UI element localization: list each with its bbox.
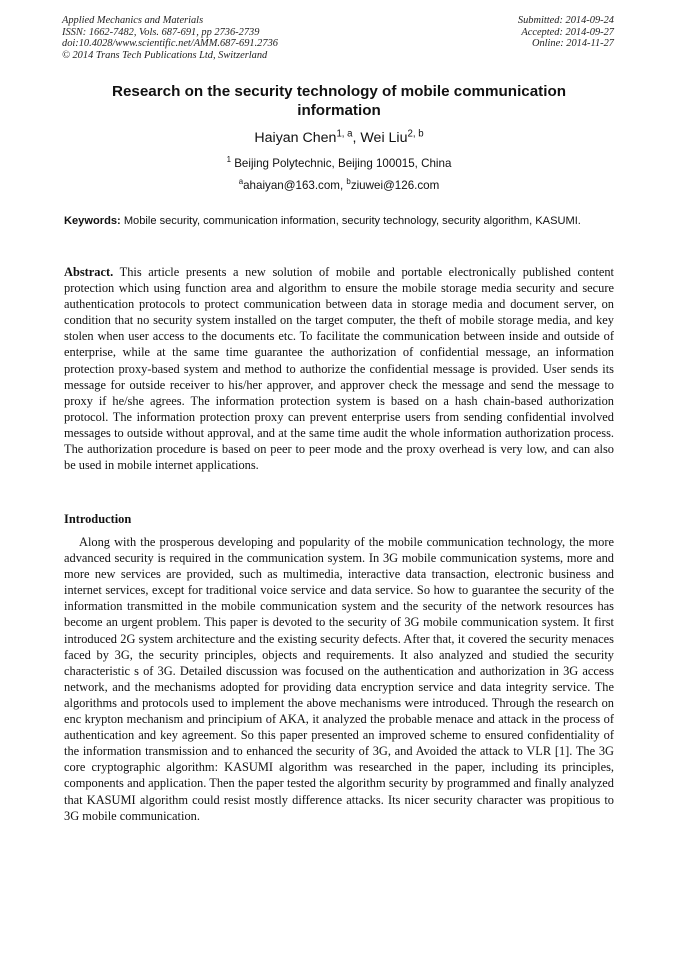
abstract-label: Abstract. [64, 265, 114, 279]
email-line [0, 179, 678, 192]
affiliation-mark: 1 [226, 155, 231, 165]
online-date: Online: 2014-11-27 [531, 38, 614, 50]
publication-info [62, 15, 278, 61]
section-heading: Introduction [64, 512, 132, 526]
author-separator: , [352, 130, 361, 146]
keywords-text: Mobile security, communication information, security technology, security algorithm, KASUMI. [123, 215, 581, 227]
abstract-text: This article presents a new solution of mobile and portable electronically published content protection which using function area and algorithm to ensure the mobile storage media security and secure authentication protocols to protect communication between data in storage media and document server, on condition that no security system installed on the target computer, the theft of mobile storage media, and key stolen when user access to the documents etc. To facilitate the communication between inside and outside of enterprise, while at the same time guarantee the authorization of confidential message, an information protection proxy-based system and method to authorize the confidential message is provided. User sends its message for outside receiver to his/her approver, and approver check the message and send the message to proxy if he/she agrees. The information protection system is based on a hash chain-based authorization protocol. The information protection proxy can prevent enterprise users from sending confidential involved messages to outside without approval, and at the same time audit the whole information authorization process. The authorization procedure is based on peer to peer mode and the proxy overhead is very low, and can also be used in mobile internet applications. [64, 265, 614, 473]
author-mark: 2, b [407, 128, 424, 140]
publication-dates [518, 15, 614, 50]
author-line [0, 130, 678, 146]
email-mark: b [346, 177, 351, 187]
affiliation [0, 157, 678, 170]
submitted-date: Submitted: 2014-09-24 [517, 15, 614, 26]
introduction-text: Along with the prosperous developing and popularity of the mobile communication technology, the more advanced security is required in the communication system. In 3G mobile communication systems, more and more new services are provided, such as multimedia, interactive data transaction, electronic business and internet services, except for traditional voice service and data service. So how to guarantee the security of the information transmitted in the mobile communication system and the security of the network resources has become an urgent problem. This paper is devoted to the security of 3G mobile communication system. It first introduced 2G system architecture and the existing security defects. After that, it covered the security menaces faced by 3G, the security principles, objects and requirements. It also analyzed and studied the security characteristic s of 3G. Detailed discussion was focused on the authentication and authorization in 3G access network, and the mechanisms adopted for providing data encryption service and data integrity service. The algorithms and protocols used to implement the above mechanisms were introduced. Through the research on enc krypton mechanism and principium of AKA, it analyzed the probable menace and attack in the process of authentication and key agreement. So this paper presented an improved scheme to ensured confidentiality of the information transmission and to enhanced the security of 3G, and Avoided the attack to VLR [1]. The 3G core cryptographic algorithm: KASUMI algorithm was researched in the paper, including its principles, components and application. Then the paper tested the algorithm security by programmed and finally analyzed that KASUMI algorithm could resist mostly difference attacks. Its nicer security character was propitious to 3G mobile communication. [64, 535, 614, 823]
email-mark: a [238, 177, 244, 187]
copyright-line: © 2014 Trans Tech Publications Ltd, Switzerland [62, 49, 268, 61]
paper-title: Research on the security technology of mobile communication information [111, 83, 567, 119]
journal-name: Applied Mechanics and Materials [62, 15, 204, 26]
keywords-label: Keywords: [64, 215, 121, 227]
email-link[interactable]: ahaiyan@163.com [243, 179, 340, 192]
author-name: Wei Liu [360, 130, 408, 146]
email-separator: , [339, 179, 347, 192]
author-mark: 1, a [336, 128, 353, 140]
affiliation-text: Beijing Polytechnic, Beijing 100015, China [234, 157, 452, 170]
issn-line: ISSN: 1662-7482, Vols. 687-691, pp 2736-2739 [62, 26, 260, 38]
email-link[interactable]: ziuwei@126.com [350, 179, 440, 192]
keywords [64, 214, 614, 229]
doi-line: doi:10.4028/www.scientific.net/AMM.687-691.2736 [62, 38, 278, 50]
abstract [64, 264, 614, 473]
accepted-date: Accepted: 2014-09-27 [521, 26, 614, 38]
author-name: Haiyan Chen [254, 130, 337, 146]
